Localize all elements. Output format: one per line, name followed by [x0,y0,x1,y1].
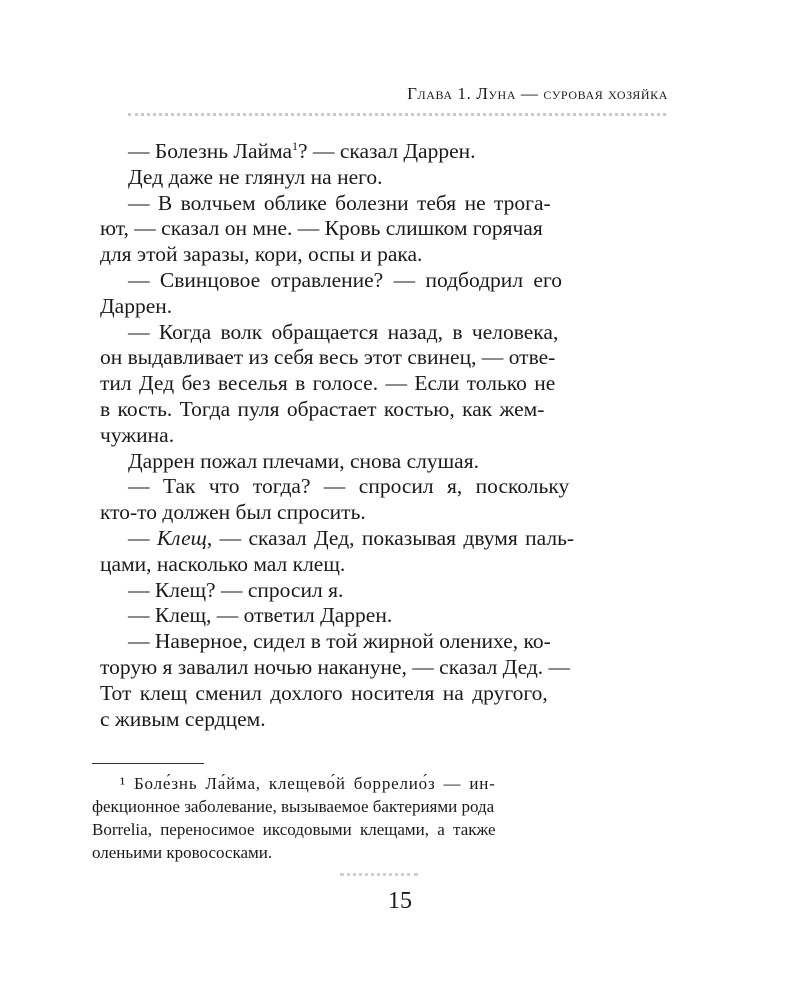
footnote-line: Borrelia, переносимое иксодовыми клещами, а также [92,820,496,839]
footnote [92,772,666,864]
italic-word: Клещ [156,525,207,550]
text-line: чужина. [100,422,175,447]
text-line: — Так что тогда? — спросил я, поскольку [128,474,570,499]
text-line: — В волчьем облике болезни тебя не трога- [128,190,551,215]
text-line: тил Дед без веселья в голосе. — Если только не [100,371,556,396]
page-number: 15 [388,888,412,914]
text-line: — Свинцовое отравление? — подбодрил его [128,267,562,292]
text-line: торую я завалил ночью накануне, — сказал Дед. — [100,654,571,679]
body-text [100,139,666,732]
footer-dotted-rule [340,873,418,876]
footnote-line: ¹ Боле́знь Ла́йма, клещево́й боррелио́з — ин- [120,774,496,793]
text-line: Даррен. [100,293,173,318]
text-line: он выдавливает из себя весь этот свинец, — отве- [100,345,556,370]
text-line: — Клещ? — спросил я. [128,577,344,602]
footnote-line: оленьими кровососками. [92,843,273,862]
text-line: цами, насколько мал клещ. [100,551,346,576]
text-line: — Болезнь Лайма$^1$? — сказал Даррен. [128,139,476,163]
running-head: Глава 1. Луна — суровая хозяйка [407,84,668,103]
text-line: ют, — сказал он мне. — Кровь слишком горячая [100,216,543,241]
text-line: для этой заразы, кори, оспы и рака. [100,242,423,267]
text-line: — Наверное, сидел в той жирной оленихе, ко- [128,629,551,654]
footnote-line: фекционное заболевание, вызываемое бактериями рода [92,797,495,816]
text-line: Тот клещ сменил дохлого носителя на другого, [100,680,548,705]
text-line: Даррен пожал плечами, снова слушая. [128,448,479,473]
text-line: Дед даже не глянул на него. [128,164,383,189]
footnote-rule [92,763,204,764]
text-line: — Когда волк обращается назад, в человека, [128,319,559,344]
header-dotted-rule [128,113,666,116]
text-line: кто-то должен был спросить. [100,500,366,525]
text-line: в кость. Тогда пуля обрастает костью, как жем- [100,396,545,421]
text-line: — Клещ, — ответил Даррен. [128,603,393,628]
text-line: — Клещ, — сказал Дед, показывая двумя паль- [128,525,575,550]
text-line: с живым сердцем. [100,706,266,731]
footnote-reference[interactable]: 1 [292,139,299,153]
